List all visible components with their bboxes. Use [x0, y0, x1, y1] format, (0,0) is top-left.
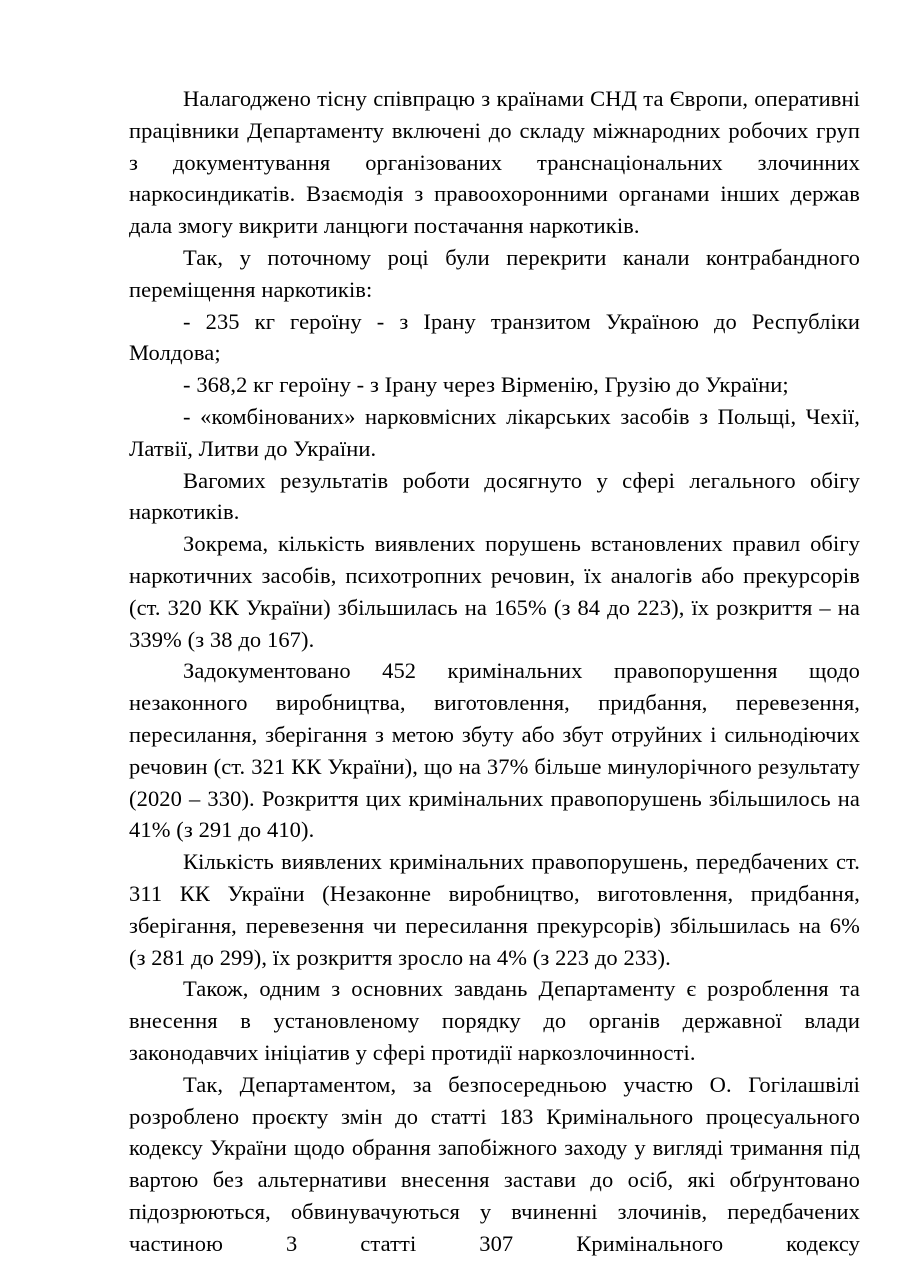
document-text-block	[129, 83, 860, 1259]
list-item-combined-medicines: - «комбінованих» нарковмісних лікарських засобів з Польщі, Чехії, Латвії, Литви до України.	[129, 403, 860, 461]
paragraph-legal-circulation-results: Вагомих результатів роботи досягнуто у сфері легального обігу наркотиків.	[129, 467, 860, 525]
paragraph-smuggling-channels-intro: Так, у поточному році були перекрити канали контрабандного переміщення наркотиків:	[129, 244, 860, 302]
paragraph-legislative-initiatives: Також, одним з основних завдань Департаменту є розроблення та внесення в установленому порядку до органів державної влади законодавчих ініціатив у сфері протидії наркозлочинності.	[129, 976, 860, 1065]
list-item-heroin-368: - 368,2 кг героїну - з Ірану через Вірменію, Грузію до України;	[183, 372, 789, 398]
list-item-heroin-235: - 235 кг героїну - з Ірану транзитом Україною до Республіки Молдова;	[129, 308, 860, 366]
paragraph-article-320-stats: Зокрема, кількість виявлених порушень встановлених правил обігу наркотичних засобів, психотропних речовин, їх аналогів або прекурсорів (ст. 320 КК України) збільшилась на 165% (з 84 до 223), їх розкриття – на 339% (з 38 до 167).	[129, 531, 860, 652]
paragraph-article-321-stats: Задокументовано 452 кримінальних правопорушення щодо незаконного виробництва, виготовлення, придбання, перевезення, пересилання, зберігання з метою збуту або збут отруйних і сильнодіючих речовин (ст. 321 КК України), що на 37% більше минулорічного результату (2020 – 330). Розкриття цих кримінальних правопорушень збільшилось на 41% (з 291 до 410).	[129, 658, 860, 843]
paragraph-article-311-stats: Кількість виявлених кримінальних правопорушень, передбачених ст. 311 КК України (Незаконне виробництво, виготовлення, придбання, зберігання, перевезення чи пересилання прекурсорів) збільшилась на 6% (з 281 до 299), їх розкриття зросло на 4% (з 223 до 233).	[129, 849, 860, 970]
paragraph-article-183-draft: Так, Департаментом, за безпосередньою участю О. Гогілашвілі розроблено проєкту змін до статті 183 Кримінального процесуального кодексу України щодо обрання запобіжного заходу у вигляді тримання під вартою без альтернативи внесення застави до осіб, які обґрунтовано підозрюються, обвинувачуються у вчиненні злочинів, передбачених частиною 3 статті 307 Кримінального кодексу	[129, 1071, 860, 1256]
paragraph-cooperation: Налагоджено тісну співпрацю з країнами СНД та Європи, оперативні працівники Департаменту включені до складу міжнародних робочих груп з документування організованих транснаціональних злочинних наркосиндикатів. Взаємодія з правоохоронними органами інших держав дала змогу викрити ланцюги постачання наркотиків.	[129, 86, 860, 239]
